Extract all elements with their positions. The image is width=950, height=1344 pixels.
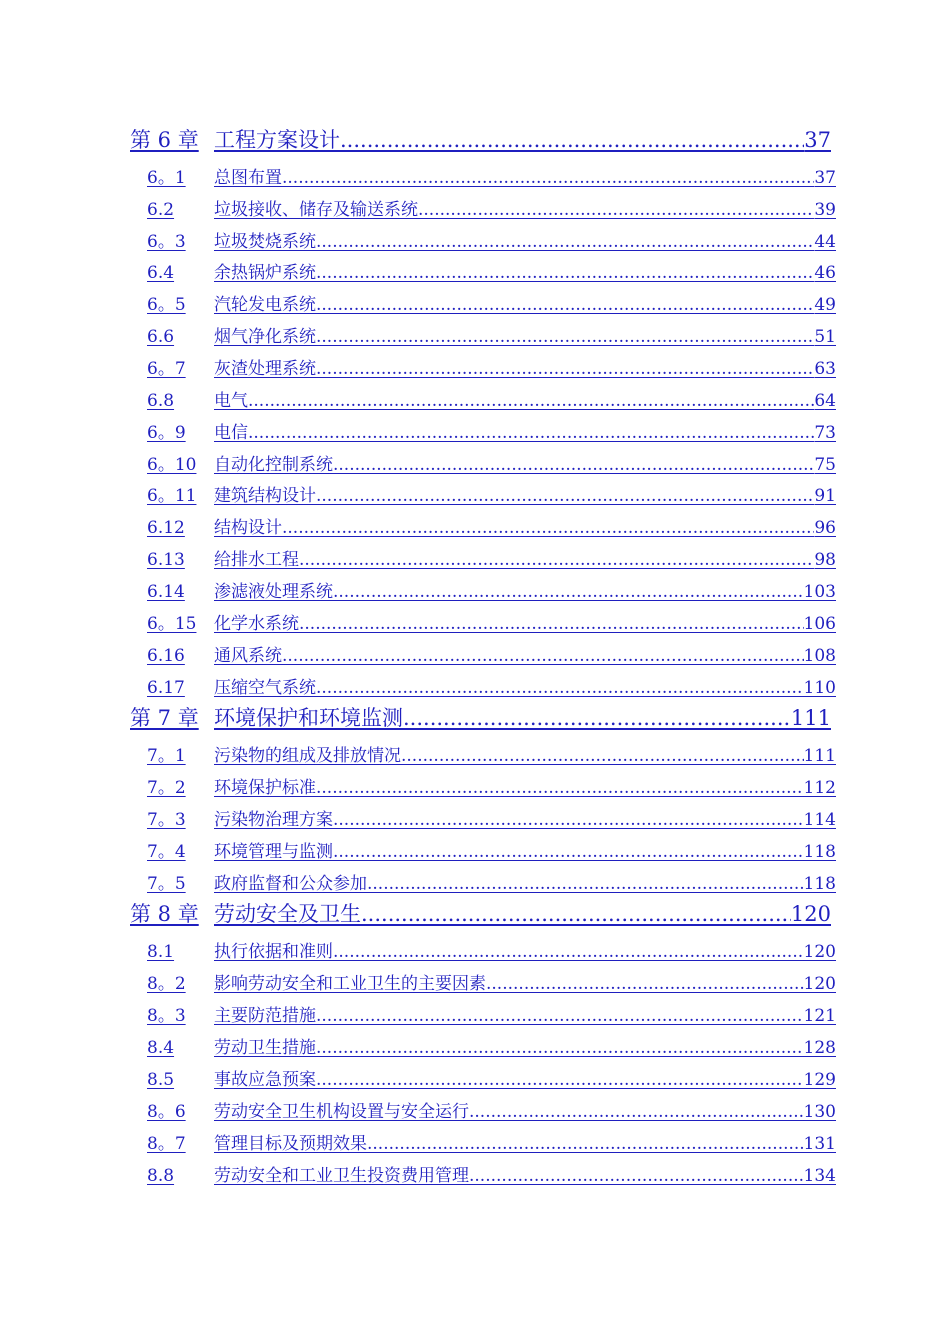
toc-entry-page: 112 bbox=[803, 778, 836, 797]
toc-section-6-10[interactable] bbox=[147, 450, 836, 474]
toc-entry-number: 6.13 bbox=[147, 550, 185, 569]
toc-entry-page: 96 bbox=[814, 518, 836, 537]
toc-entry-number: 6。5 bbox=[147, 295, 186, 314]
toc-entry-page: 129 bbox=[803, 1070, 836, 1089]
toc-dot-leader bbox=[282, 646, 804, 665]
toc-entry-number: 第 7 章 bbox=[130, 706, 199, 730]
toc-section-6-15[interactable] bbox=[147, 609, 836, 633]
toc-section-6-16[interactable] bbox=[147, 641, 836, 665]
toc-entry-title: 管理目标及预期效果 bbox=[214, 1134, 367, 1153]
toc-entry-number: 7。2 bbox=[147, 778, 186, 797]
toc-section-6-2[interactable] bbox=[147, 195, 836, 219]
toc-entry-page: 103 bbox=[803, 582, 836, 601]
toc-chapter-6[interactable] bbox=[130, 124, 831, 154]
toc-section-8-8[interactable] bbox=[147, 1161, 836, 1185]
toc-entry-number: 8.8 bbox=[147, 1166, 175, 1185]
toc-entry-page: 114 bbox=[803, 810, 836, 829]
toc-dot-leader bbox=[367, 1134, 804, 1153]
toc-section-8-7[interactable] bbox=[147, 1129, 836, 1153]
toc-entry-page: 39 bbox=[814, 200, 836, 219]
toc-dot-leader bbox=[316, 678, 804, 697]
toc-entry-page: 128 bbox=[803, 1038, 836, 1057]
toc-section-7-3[interactable] bbox=[147, 805, 836, 829]
toc-entry-title: 给排水工程 bbox=[214, 550, 299, 569]
toc-dot-leader bbox=[316, 486, 814, 505]
toc-dot-leader bbox=[299, 550, 814, 569]
toc-entry-title: 事故应急预案 bbox=[214, 1070, 316, 1089]
toc-entry-title: 执行依据和准则 bbox=[214, 942, 333, 961]
toc-entry-number: 8。6 bbox=[147, 1102, 186, 1121]
toc-entry-number: 6。9 bbox=[147, 423, 186, 442]
toc-dot-leader bbox=[316, 778, 804, 797]
toc-entry-number: 6.14 bbox=[147, 582, 185, 601]
toc-entry-title: 烟气净化系统 bbox=[214, 327, 316, 346]
toc-dot-leader bbox=[316, 1070, 804, 1089]
toc-dot-leader bbox=[469, 1102, 804, 1121]
toc-entry-title: 垃圾焚烧系统 bbox=[214, 232, 316, 251]
toc-entry-page: 108 bbox=[803, 646, 836, 665]
toc-entry-title: 化学水系统 bbox=[214, 614, 299, 633]
toc-entry-number: 6。3 bbox=[147, 232, 186, 251]
toc-section-7-4[interactable] bbox=[147, 837, 836, 861]
toc-dot-leader bbox=[282, 518, 814, 537]
toc-entry-page: 118 bbox=[803, 842, 836, 861]
toc-section-8-6[interactable] bbox=[147, 1097, 836, 1121]
toc-entry-page: 111 bbox=[803, 746, 836, 765]
toc-dot-leader bbox=[316, 263, 814, 282]
toc-entry-page: 120 bbox=[803, 974, 836, 993]
toc-entry-number: 7。4 bbox=[147, 842, 186, 861]
toc-dot-leader bbox=[316, 1006, 804, 1025]
toc-section-7-2[interactable] bbox=[147, 773, 836, 797]
toc-dot-leader bbox=[316, 359, 814, 378]
toc-section-6-17[interactable] bbox=[147, 673, 836, 697]
toc-dot-leader bbox=[367, 874, 804, 893]
toc-entry-page: 130 bbox=[803, 1102, 836, 1121]
toc-entry-title: 电气 bbox=[214, 391, 248, 410]
toc-section-7-5[interactable] bbox=[147, 869, 836, 893]
toc-entry-page: 37 bbox=[814, 168, 836, 187]
toc-section-8-4[interactable] bbox=[147, 1033, 836, 1057]
toc-section-6-14[interactable] bbox=[147, 577, 836, 601]
toc-dot-leader bbox=[333, 810, 804, 829]
toc-entry-title: 结构设计 bbox=[214, 518, 282, 537]
toc-entry-page: 75 bbox=[814, 455, 836, 474]
toc-entry-title: 电信 bbox=[214, 423, 248, 442]
toc-entry-number: 第 6 章 bbox=[130, 128, 199, 152]
toc-entry-page: 110 bbox=[803, 678, 836, 697]
toc-entry-title: 环境保护和环境监测 bbox=[214, 706, 403, 730]
toc-entry-page: 51 bbox=[814, 327, 836, 346]
toc-dot-leader bbox=[248, 423, 814, 442]
toc-entry-page: 121 bbox=[803, 1006, 836, 1025]
toc-entry-number: 6。15 bbox=[147, 614, 197, 633]
toc-entry-page: 120 bbox=[803, 942, 836, 961]
toc-entry-title: 政府监督和公众参加 bbox=[214, 874, 367, 893]
toc-entry-title: 工程方案设计 bbox=[214, 128, 340, 152]
toc-entry-number: 6。7 bbox=[147, 359, 186, 378]
toc-dot-leader bbox=[333, 942, 804, 961]
toc-dot-leader bbox=[333, 455, 814, 474]
toc-dot-leader bbox=[340, 128, 804, 152]
toc-entry-title: 汽轮发电系统 bbox=[214, 295, 316, 314]
toc-entry-number: 8.4 bbox=[147, 1038, 175, 1057]
toc-entry-title: 渗滤液处理系统 bbox=[214, 582, 333, 601]
toc-entry-number: 6.4 bbox=[147, 263, 175, 282]
toc-dot-leader bbox=[333, 582, 804, 601]
toc-entry-title: 环境保护标准 bbox=[214, 778, 316, 797]
toc-entry-number: 8.1 bbox=[147, 942, 175, 961]
toc-entry-number: 6.16 bbox=[147, 646, 185, 665]
toc-entry-number: 第 8 章 bbox=[130, 902, 199, 926]
toc-section-8-2[interactable] bbox=[147, 969, 836, 993]
toc-section-7-1[interactable] bbox=[147, 741, 836, 765]
toc-dot-leader bbox=[418, 200, 814, 219]
toc-entry-number: 6。10 bbox=[147, 455, 197, 474]
toc-section-8-1[interactable] bbox=[147, 937, 836, 961]
toc-dot-leader bbox=[282, 168, 814, 187]
toc-entry-page: 106 bbox=[803, 614, 836, 633]
toc-section-8-5[interactable] bbox=[147, 1065, 836, 1089]
toc-section-6-6[interactable] bbox=[147, 322, 836, 346]
toc-entry-number: 6.6 bbox=[147, 327, 175, 346]
toc-section-6-12[interactable] bbox=[147, 513, 836, 537]
toc-entry-title: 垃圾接收、储存及输送系统 bbox=[214, 200, 418, 219]
toc-entry-number: 7。5 bbox=[147, 874, 186, 893]
toc-section-6-11[interactable] bbox=[147, 481, 836, 505]
toc-entry-title: 压缩空气系统 bbox=[214, 678, 316, 697]
toc-dot-leader bbox=[333, 842, 804, 861]
toc-entry-number: 6.8 bbox=[147, 391, 175, 410]
toc-entry-number: 6.12 bbox=[147, 518, 185, 537]
toc-section-6-8[interactable] bbox=[147, 386, 836, 410]
toc-entry-title: 污染物的组成及排放情况 bbox=[214, 746, 401, 765]
toc-entry-title: 总图布置 bbox=[214, 168, 282, 187]
toc-dot-leader bbox=[248, 391, 814, 410]
toc-dot-leader bbox=[486, 974, 804, 993]
toc-entry-page: 46 bbox=[814, 263, 836, 282]
toc-entry-page: 64 bbox=[814, 391, 836, 410]
toc-entry-page: 44 bbox=[814, 232, 836, 251]
toc-entry-title: 劳动安全及卫生 bbox=[214, 902, 361, 926]
toc-dot-leader bbox=[403, 706, 791, 730]
toc-entry-page: 91 bbox=[814, 486, 836, 505]
toc-entry-title: 主要防范措施 bbox=[214, 1006, 316, 1025]
toc-entry-title: 环境管理与监测 bbox=[214, 842, 333, 861]
toc-dot-leader bbox=[469, 1166, 804, 1185]
toc-entry-number: 8。3 bbox=[147, 1006, 186, 1025]
toc-entry-title: 劳动安全卫生机构设置与安全运行 bbox=[214, 1102, 469, 1121]
toc-section-6-5[interactable] bbox=[147, 290, 836, 314]
toc-entry-number: 7。1 bbox=[147, 746, 186, 765]
toc-entry-title: 污染物治理方案 bbox=[214, 810, 333, 829]
toc-entry-number: 7。3 bbox=[147, 810, 186, 829]
toc-section-6-9[interactable] bbox=[147, 418, 836, 442]
toc-section-6-3[interactable] bbox=[147, 227, 836, 251]
toc-entry-page: 118 bbox=[803, 874, 836, 893]
toc-dot-leader bbox=[401, 746, 804, 765]
toc-entry-page: 98 bbox=[814, 550, 836, 569]
toc-entry-number: 8。7 bbox=[147, 1134, 186, 1153]
toc-section-6-7[interactable] bbox=[147, 354, 836, 378]
toc-chapter-8[interactable] bbox=[130, 898, 831, 928]
toc-entry-page: 111 bbox=[790, 706, 831, 730]
toc-entry-number: 6.2 bbox=[147, 200, 175, 219]
toc-entry-number: 8.5 bbox=[147, 1070, 175, 1089]
toc-entry-page: 49 bbox=[814, 295, 836, 314]
toc-dot-leader bbox=[316, 295, 814, 314]
toc-entry-page: 134 bbox=[803, 1166, 836, 1185]
toc-dot-leader bbox=[316, 232, 814, 251]
toc-entry-title: 影响劳动安全和工业卫生的主要因素 bbox=[214, 974, 486, 993]
toc-entry-number: 6.17 bbox=[147, 678, 185, 697]
toc-section-6-1[interactable] bbox=[147, 163, 836, 187]
toc-dot-leader bbox=[316, 1038, 804, 1057]
toc-entry-page: 37 bbox=[804, 128, 831, 152]
toc-entry-page: 63 bbox=[814, 359, 836, 378]
toc-entry-title: 建筑结构设计 bbox=[214, 486, 316, 505]
toc-dot-leader bbox=[316, 327, 814, 346]
toc-entry-number: 8。2 bbox=[147, 974, 186, 993]
toc-entry-number: 6。11 bbox=[147, 486, 197, 505]
toc-entry-title: 余热锅炉系统 bbox=[214, 263, 316, 282]
toc-chapter-7[interactable] bbox=[130, 702, 831, 732]
toc-entry-title: 自动化控制系统 bbox=[214, 455, 333, 474]
toc-dot-leader bbox=[361, 902, 791, 926]
toc-entry-title: 通风系统 bbox=[214, 646, 282, 665]
toc-entry-page: 73 bbox=[814, 423, 836, 442]
toc-section-8-3[interactable] bbox=[147, 1001, 836, 1025]
toc-entry-page: 131 bbox=[803, 1134, 836, 1153]
toc-entry-title: 劳动安全和工业卫生投资费用管理 bbox=[214, 1166, 469, 1185]
toc-dot-leader bbox=[299, 614, 804, 633]
toc-entry-number: 6。1 bbox=[147, 168, 186, 187]
toc-entry-title: 灰渣处理系统 bbox=[214, 359, 316, 378]
toc-section-6-13[interactable] bbox=[147, 545, 836, 569]
toc-entry-title: 劳动卫生措施 bbox=[214, 1038, 316, 1057]
toc-section-6-4[interactable] bbox=[147, 258, 836, 282]
toc-entry-page: 120 bbox=[790, 902, 831, 926]
